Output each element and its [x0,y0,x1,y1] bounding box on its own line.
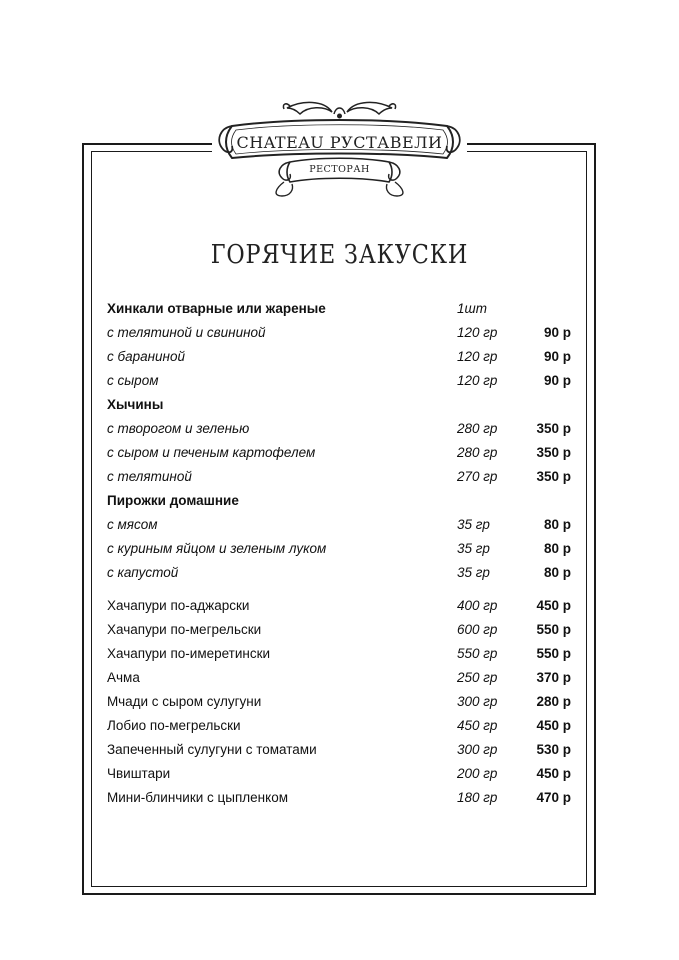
menu-item-price: 370 р [536,670,571,685]
section-title: ГОРЯЧИЕ ЗАКУСКИ [210,240,469,270]
restaurant-name: CHATEAU РУСТАВЕЛИ [236,133,443,152]
menu-item-price: 450 р [536,766,571,781]
menu-item [107,594,577,618]
menu-item [107,345,577,369]
menu-item-price: 80 р [543,517,571,532]
menu-item-weight: 400 гр [457,598,498,613]
menu-item-weight: 550 гр [457,646,498,661]
menu-item-name: Ачма [107,670,140,685]
menu-item [107,786,577,810]
menu-item-name: с сыром и печеным картофелем [107,445,316,460]
menu-item [107,321,577,345]
menu-item-name: Хачапури по-мегрельски [107,622,262,637]
menu-item [107,618,577,642]
menu-item-name: Мчади с сыром сулугуни [107,694,262,709]
menu-item-weight: 120 гр [457,373,498,388]
menu-item-weight: 200 гр [457,766,498,781]
menu-item-weight: 450 гр [457,718,498,733]
menu-item-price: 350 р [536,469,571,484]
menu-item-name: Хачапури по-имеретински [107,646,271,661]
menu-item-weight: 600 гр [457,622,498,637]
menu-item [107,738,577,762]
menu-item-weight: 180 гр [457,790,498,805]
menu-item-price: 350 р [536,445,571,460]
menu-item [107,369,577,393]
menu-item-price: 80 р [543,565,571,580]
menu-group-heading [107,297,577,321]
menu-item-name: Хинкали отварные или жареные [107,301,326,316]
menu-item [107,465,577,489]
menu-item-weight: 1шт [457,301,487,316]
menu-item-name: Пирожки домашние [107,493,239,508]
menu-item-price: 350 р [536,421,571,436]
menu-item-name: с бараниной [107,349,186,364]
menu-item-name: с телятиной [107,469,192,484]
menu-item-weight: 35 гр [457,541,490,556]
menu-item-weight: 300 гр [457,694,498,709]
menu-item-price: 550 р [536,646,571,661]
menu-group-heading [107,489,577,513]
menu-item-price: 280 р [536,694,571,709]
menu-item-weight: 300 гр [457,742,498,757]
menu-item-name: Лобио по-мегрельски [107,718,241,733]
menu-list [107,297,577,810]
menu-item-name: с капустой [107,565,179,580]
menu-item [107,513,577,537]
menu-item [107,537,577,561]
menu-item [107,690,577,714]
menu-item-name: с мясом [107,517,158,532]
menu-item-weight: 120 гр [457,325,498,340]
menu-item-price: 90 р [543,373,571,388]
menu-item-price: 80 р [543,541,571,556]
menu-group-heading [107,393,577,417]
menu-item [107,762,577,786]
menu-item-weight: 280 гр [457,445,498,460]
menu-item-price: 450 р [536,718,571,733]
menu-item-name: Чвиштари [107,766,171,781]
menu-item [107,561,577,585]
menu-item [107,642,577,666]
menu-item-weight: 35 гр [457,565,490,580]
menu-item-name: Хычины [107,397,164,412]
menu-item [107,417,577,441]
menu-item [107,441,577,465]
menu-item-price: 450 р [536,598,571,613]
menu-item-name: с сыром [107,373,159,388]
menu-item-price: 470 р [536,790,571,805]
menu-item-weight: 280 гр [457,421,498,436]
menu-item-name: с телятиной и свининой [107,325,266,340]
menu-item-name: Запеченный сулугуни с томатами [107,742,317,757]
menu-item-price: 90 р [543,325,571,340]
menu-item-price: 530 р [536,742,571,757]
menu-item-name: с куриным яйцом и зеленым луком [107,541,327,556]
menu-item-name: Мини-блинчики с цыпленком [107,790,288,805]
restaurant-subtitle: РЕСТОРАН [309,164,370,175]
menu-item-name: Хачапури по-аджарски [107,598,250,613]
menu-item-price: 550 р [536,622,571,637]
menu-item [107,666,577,690]
menu-item-weight: 250 гр [457,670,498,685]
menu-item-weight: 35 гр [457,517,490,532]
menu-item-name: с творогом и зеленью [107,421,250,436]
menu-item-weight: 120 гр [457,349,498,364]
menu-item-price: 90 р [543,349,571,364]
restaurant-logo [212,96,467,204]
menu-item-weight: 270 гр [457,469,498,484]
menu-item [107,714,577,738]
